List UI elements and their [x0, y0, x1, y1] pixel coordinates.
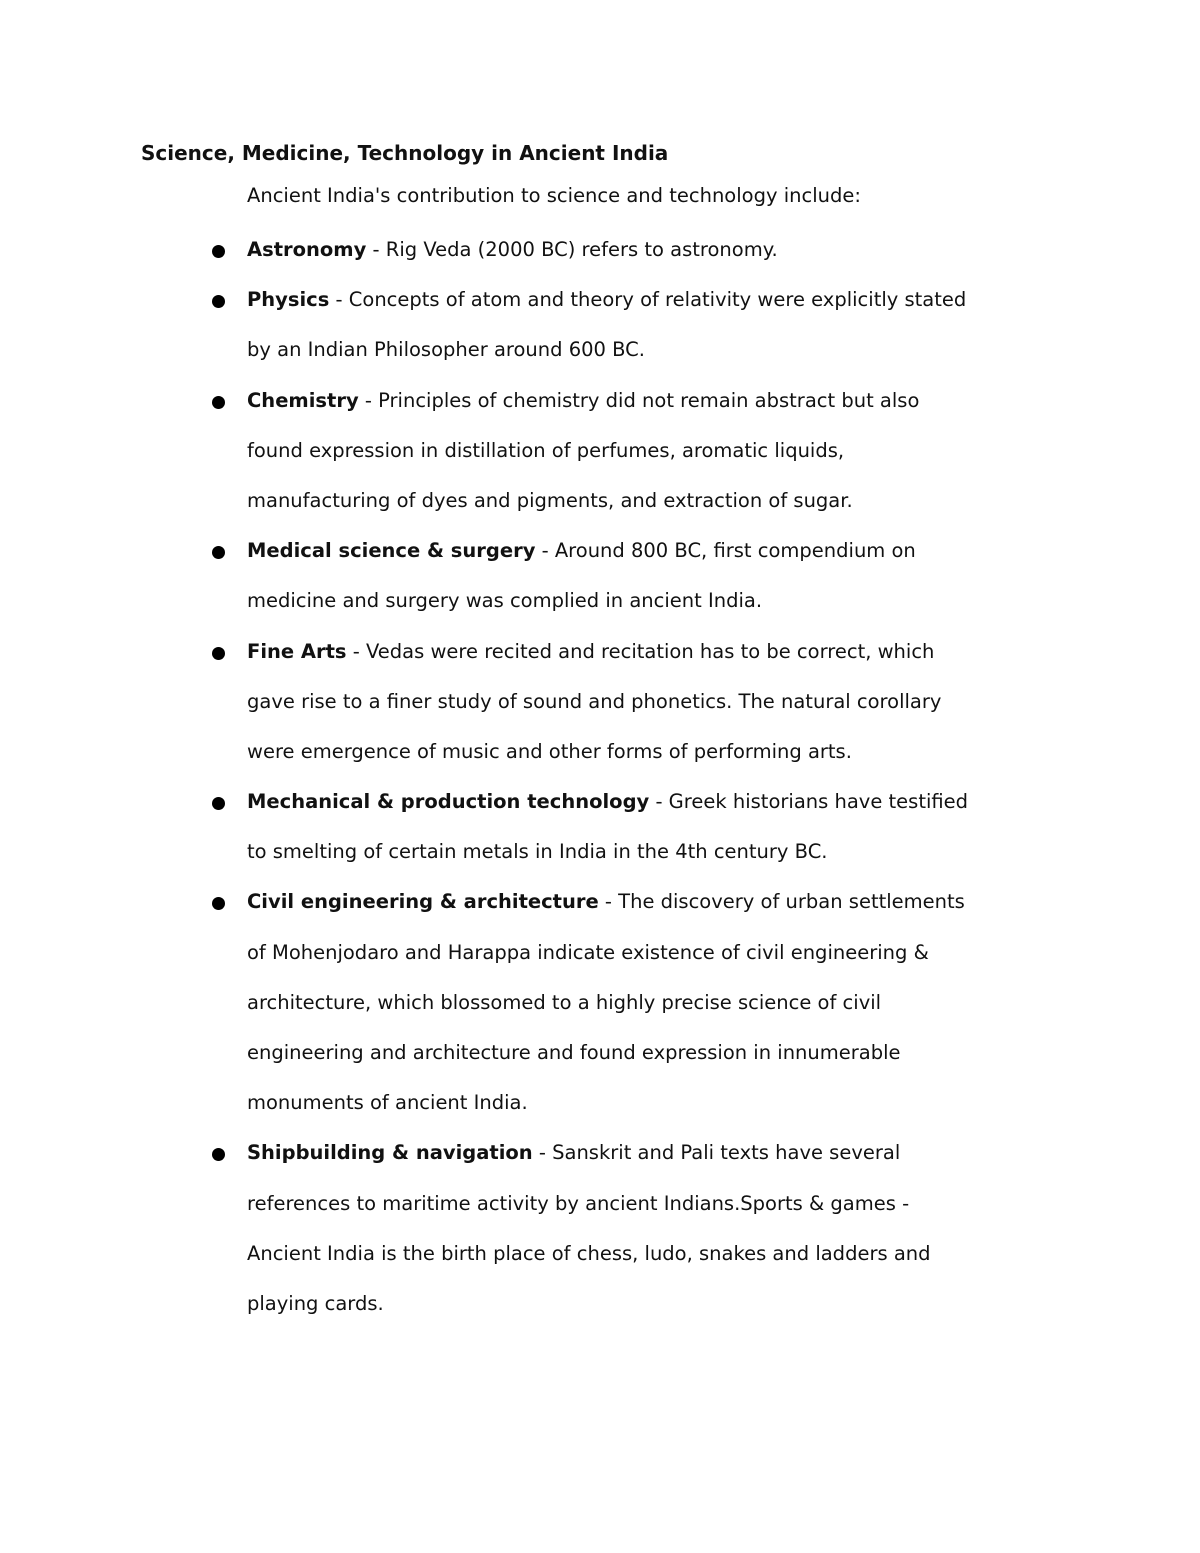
list-item-text: architecture, which blossomed to a highly precise science of civil	[247, 990, 882, 1014]
list-item-line	[0, 536, 1200, 586]
list-item	[0, 637, 1200, 788]
list-item-text: to smelting of certain metals in India in the 4th century BC.	[247, 840, 828, 864]
list-item-text: medicine and surgery was complied in ancient India.	[247, 589, 763, 613]
list-item	[0, 386, 1200, 537]
list-item-line	[0, 486, 1200, 536]
list-item-line	[0, 1138, 1200, 1188]
list-item-term: Civil engineering & architecture	[247, 890, 599, 914]
list-item	[0, 536, 1200, 636]
list-item-text: monuments of ancient India.	[247, 1091, 528, 1115]
list-item-text: manufacturing of dyes and pigments, and extraction of sugar.	[247, 488, 853, 512]
list-item-line	[0, 637, 1200, 687]
list-item-line	[0, 586, 1200, 636]
list-item-term: Physics	[247, 288, 330, 312]
list-item-text: - Concepts of atom and theory of relativity were explicitly stated	[329, 288, 967, 312]
list-item-text: - Greek historians have testified	[649, 790, 969, 814]
list-item	[0, 1138, 1200, 1339]
intro-paragraph: Ancient India's contribution to science and technology include:	[247, 184, 861, 207]
list-item-line	[0, 1239, 1200, 1289]
list-item-line	[0, 988, 1200, 1038]
list-item-text: of Mohenjodaro and Harappa indicate existence of civil engineering &	[247, 940, 929, 964]
bullet-list	[0, 235, 1200, 1339]
document-title: Science, Medicine, Technology in Ancient India	[141, 141, 669, 165]
list-item-line	[0, 235, 1200, 285]
list-item-line	[0, 1088, 1200, 1138]
list-item-text: found expression in distillation of perfumes, aromatic liquids,	[247, 438, 845, 462]
list-item	[0, 235, 1200, 285]
list-item-term: Mechanical & production technology	[247, 790, 650, 814]
list-item	[0, 787, 1200, 887]
bullet-icon	[212, 647, 225, 660]
list-item-text: by an Indian Philosopher around 600 BC.	[247, 338, 645, 362]
list-item-line	[0, 737, 1200, 787]
list-item-text: engineering and architecture and found expression in innumerable	[247, 1041, 901, 1064]
list-item-line	[0, 938, 1200, 988]
list-item-line	[0, 787, 1200, 837]
bullet-icon	[212, 245, 225, 258]
list-item-text: gave rise to a finer study of sound and phonetics. The natural corollary	[247, 689, 942, 713]
list-item-text: - Rig Veda (2000 BC) refers to astronomy.	[366, 238, 778, 261]
list-item-text: - Principles of chemistry did not remain abstract but also	[358, 388, 920, 412]
list-item-line	[0, 1038, 1200, 1088]
list-item	[0, 285, 1200, 385]
list-item-term: Medical science & surgery	[247, 539, 536, 563]
list-item-line	[0, 436, 1200, 486]
list-item-line	[0, 1189, 1200, 1239]
list-item-text: were emergence of music and other forms of performing arts.	[247, 739, 852, 763]
list-item-text: - Around 800 BC, first compendium on	[535, 539, 916, 563]
list-item-term: Chemistry	[247, 388, 359, 412]
bullet-icon	[212, 396, 225, 409]
list-item-line	[0, 335, 1200, 385]
list-item-text: Ancient India is the birth place of chess, ludo, snakes and ladders and	[247, 1241, 931, 1265]
list-item	[0, 887, 1200, 1138]
list-item-text: - Sanskrit and Pali texts have several	[532, 1141, 901, 1165]
list-item-text: references to maritime activity by ancient Indians.Sports & games -	[247, 1191, 910, 1215]
list-item-line	[0, 687, 1200, 737]
list-item-term: Fine Arts	[247, 639, 347, 663]
list-item-line	[0, 285, 1200, 335]
list-item-text: playing cards.	[247, 1291, 384, 1315]
list-item-text: - The discovery of urban settlements	[598, 890, 965, 914]
list-item-line	[0, 887, 1200, 937]
bullet-icon	[212, 797, 225, 810]
list-item-line	[0, 1289, 1200, 1339]
list-item-term: Shipbuilding & navigation	[247, 1141, 533, 1165]
list-item-line	[0, 837, 1200, 887]
list-item-term: Astronomy	[247, 238, 367, 261]
list-item-text: - Vedas were recited and recitation has to be correct, which	[346, 639, 935, 663]
list-item-line	[0, 386, 1200, 436]
